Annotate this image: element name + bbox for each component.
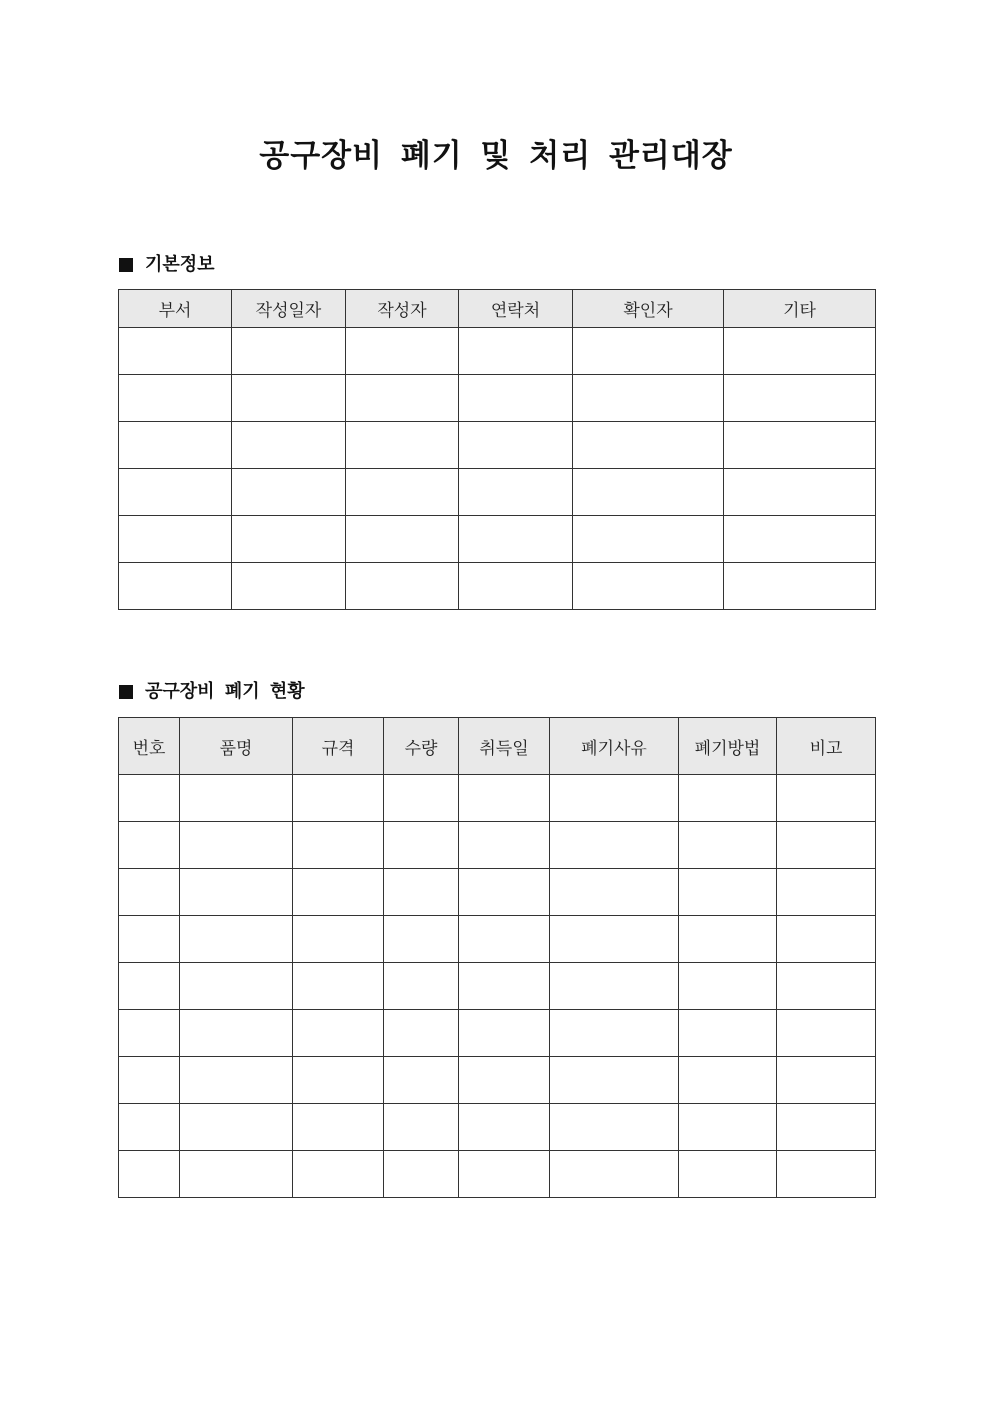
table-cell[interactable]: [550, 822, 679, 869]
table-cell[interactable]: [119, 375, 232, 422]
column-header-acquisition-date: 취득일: [459, 718, 550, 775]
table-cell[interactable]: [679, 916, 777, 963]
column-header-etc: 기타: [724, 290, 876, 328]
column-header-verifier: 확인자: [573, 290, 724, 328]
table-cell[interactable]: [724, 563, 876, 610]
table-header-row: [119, 718, 876, 775]
basic-info-table: [118, 289, 876, 610]
table-row: [119, 775, 876, 822]
column-header-disposal-reason: 폐기사유: [550, 718, 679, 775]
table-cell[interactable]: [119, 1151, 180, 1198]
table-cell[interactable]: [180, 822, 293, 869]
section-heading-basic-info: [119, 253, 215, 277]
table-cell[interactable]: [679, 1151, 777, 1198]
table-cell[interactable]: [384, 1104, 459, 1151]
table-cell[interactable]: [459, 916, 550, 963]
table-cell[interactable]: [180, 1010, 293, 1057]
table-cell[interactable]: [384, 869, 459, 916]
section-heading-label: 기본정보: [145, 254, 215, 275]
table-cell[interactable]: [679, 822, 777, 869]
table-cell[interactable]: [232, 563, 346, 610]
table-cell[interactable]: [459, 1057, 550, 1104]
table-cell[interactable]: [777, 822, 876, 869]
table-cell[interactable]: [119, 775, 180, 822]
table-cell[interactable]: [550, 916, 679, 963]
table-cell[interactable]: [550, 1010, 679, 1057]
table-row: [119, 516, 876, 563]
table-cell[interactable]: [459, 1151, 550, 1198]
table-row: [119, 1057, 876, 1104]
table-cell[interactable]: [459, 563, 573, 610]
column-header-author: 작성자: [346, 290, 459, 328]
table-cell[interactable]: [550, 1151, 679, 1198]
table-cell[interactable]: [777, 1010, 876, 1057]
table-cell[interactable]: [459, 469, 573, 516]
table-cell[interactable]: [232, 469, 346, 516]
table-cell[interactable]: [550, 775, 679, 822]
table-cell[interactable]: [232, 422, 346, 469]
table-cell[interactable]: [384, 1010, 459, 1057]
table-row: [119, 963, 876, 1010]
page-title: 공구장비 폐기 및 처리 관리대장: [259, 138, 733, 174]
table-cell[interactable]: [384, 963, 459, 1010]
table-cell[interactable]: [384, 916, 459, 963]
table-cell[interactable]: [180, 775, 293, 822]
table-cell[interactable]: [459, 422, 573, 469]
table-cell[interactable]: [180, 869, 293, 916]
column-header-item-name: 품명: [180, 718, 293, 775]
section-heading-label: 공구장비 폐기 현황: [145, 681, 305, 702]
table-cell[interactable]: [459, 375, 573, 422]
table-cell[interactable]: [384, 775, 459, 822]
table-cell[interactable]: [573, 563, 724, 610]
table-cell[interactable]: [777, 916, 876, 963]
table-cell[interactable]: [119, 822, 180, 869]
table-row: [119, 1151, 876, 1198]
table-cell[interactable]: [180, 916, 293, 963]
table-row: [119, 916, 876, 963]
table-cell[interactable]: [119, 469, 232, 516]
table-cell[interactable]: [459, 328, 573, 375]
table-cell[interactable]: [777, 1057, 876, 1104]
table-cell[interactable]: [346, 422, 459, 469]
table-cell[interactable]: [679, 869, 777, 916]
table-cell[interactable]: [550, 869, 679, 916]
table-cell[interactable]: [724, 516, 876, 563]
table-cell[interactable]: [679, 775, 777, 822]
table-cell[interactable]: [293, 1010, 384, 1057]
column-header-quantity: 수량: [384, 718, 459, 775]
column-header-date: 작성일자: [232, 290, 346, 328]
table-cell[interactable]: [119, 563, 232, 610]
table-cell[interactable]: [384, 1151, 459, 1198]
table-cell[interactable]: [724, 469, 876, 516]
table-cell[interactable]: [777, 869, 876, 916]
table-row: [119, 822, 876, 869]
table-cell[interactable]: [573, 422, 724, 469]
table-cell[interactable]: [777, 775, 876, 822]
table-cell[interactable]: [293, 775, 384, 822]
table-cell[interactable]: [293, 916, 384, 963]
table-cell[interactable]: [724, 422, 876, 469]
section-heading-disposal-status: [119, 680, 305, 704]
table-row: [119, 375, 876, 422]
square-bullet-icon: [119, 258, 133, 272]
table-cell[interactable]: [346, 563, 459, 610]
column-header-disposal-method: 폐기방법: [679, 718, 777, 775]
column-header-remarks: 비고: [777, 718, 876, 775]
table-cell[interactable]: [119, 869, 180, 916]
table-cell[interactable]: [459, 1010, 550, 1057]
table-cell[interactable]: [346, 328, 459, 375]
disposal-status-table: [118, 717, 876, 1198]
table-cell[interactable]: [573, 516, 724, 563]
table-cell[interactable]: [724, 328, 876, 375]
table-cell[interactable]: [346, 375, 459, 422]
table-cell[interactable]: [180, 1104, 293, 1151]
table-cell[interactable]: [459, 963, 550, 1010]
table-cell[interactable]: [119, 916, 180, 963]
table-row: [119, 328, 876, 375]
table-cell[interactable]: [119, 1057, 180, 1104]
table-cell[interactable]: [180, 1151, 293, 1198]
table-cell[interactable]: [293, 1151, 384, 1198]
table-cell[interactable]: [679, 1057, 777, 1104]
table-cell[interactable]: [384, 822, 459, 869]
table-cell[interactable]: [777, 963, 876, 1010]
table-cell[interactable]: [459, 822, 550, 869]
square-bullet-icon: [119, 685, 133, 699]
table-row: [119, 563, 876, 610]
table-cell[interactable]: [293, 869, 384, 916]
table-cell[interactable]: [459, 516, 573, 563]
table-cell[interactable]: [777, 1104, 876, 1151]
table-cell[interactable]: [119, 516, 232, 563]
table-cell[interactable]: [550, 963, 679, 1010]
table-cell[interactable]: [459, 775, 550, 822]
column-header-department: 부서: [119, 290, 232, 328]
table-cell[interactable]: [232, 516, 346, 563]
table-cell[interactable]: [550, 1057, 679, 1104]
table-row: [119, 1104, 876, 1151]
column-header-contact: 연락처: [459, 290, 573, 328]
table-cell[interactable]: [679, 1010, 777, 1057]
table-cell[interactable]: [119, 422, 232, 469]
table-row: [119, 422, 876, 469]
table-cell[interactable]: [293, 1057, 384, 1104]
column-header-spec: 규격: [293, 718, 384, 775]
table-cell[interactable]: [679, 963, 777, 1010]
column-header-number: 번호: [119, 718, 180, 775]
table-cell[interactable]: [573, 469, 724, 516]
table-cell[interactable]: [119, 1104, 180, 1151]
table-cell[interactable]: [119, 963, 180, 1010]
table-cell[interactable]: [777, 1151, 876, 1198]
table-header-row: [119, 290, 876, 328]
table-cell[interactable]: [293, 1104, 384, 1151]
table-cell[interactable]: [573, 328, 724, 375]
table-cell[interactable]: [232, 375, 346, 422]
table-cell[interactable]: [293, 822, 384, 869]
table-cell[interactable]: [550, 1104, 679, 1151]
table-cell[interactable]: [459, 869, 550, 916]
table-row: [119, 469, 876, 516]
table-cell[interactable]: [384, 1057, 459, 1104]
table-cell[interactable]: [232, 328, 346, 375]
table-cell[interactable]: [180, 963, 293, 1010]
table-row: [119, 1010, 876, 1057]
table-cell[interactable]: [293, 963, 384, 1010]
table-cell[interactable]: [459, 1104, 550, 1151]
table-cell[interactable]: [180, 1057, 293, 1104]
table-cell[interactable]: [679, 1104, 777, 1151]
table-cell[interactable]: [724, 375, 876, 422]
table-cell[interactable]: [119, 328, 232, 375]
table-cell[interactable]: [346, 516, 459, 563]
table-cell[interactable]: [346, 469, 459, 516]
table-cell[interactable]: [119, 1010, 180, 1057]
table-cell[interactable]: [573, 375, 724, 422]
table-row: [119, 869, 876, 916]
